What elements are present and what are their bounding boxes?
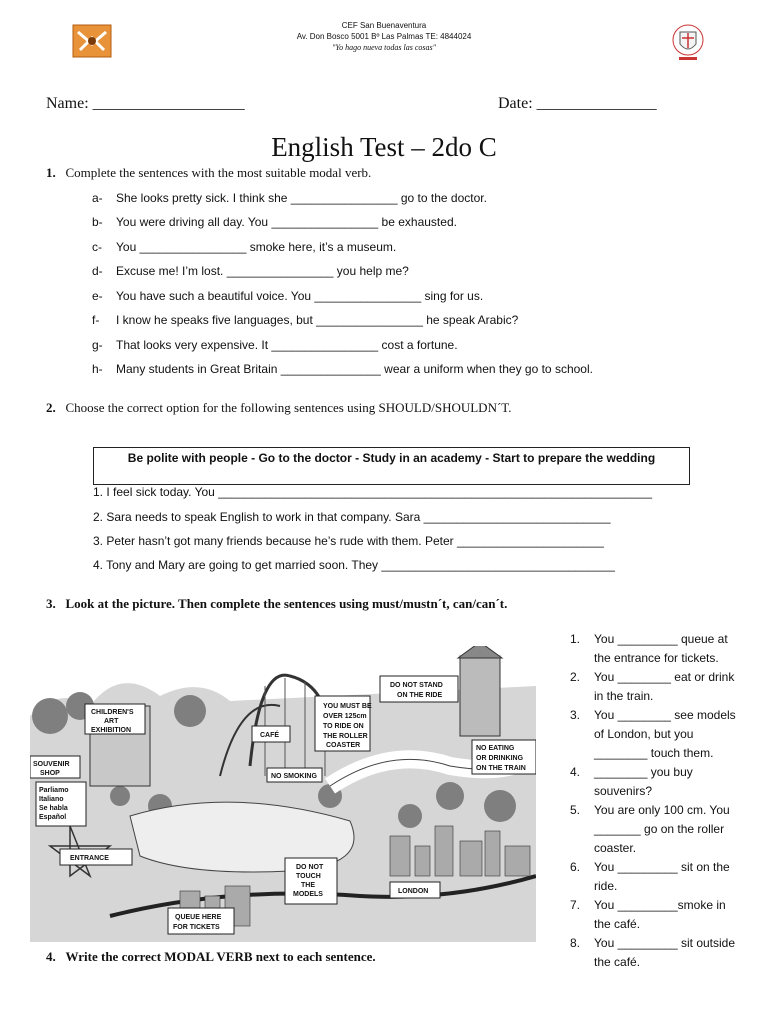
question-number: 3.: [46, 596, 56, 611]
q2-line[interactable]: 4. Tony and Mary are going to get married soon. They ___________________________________: [93, 558, 615, 572]
q1-item[interactable]: b- You were driving all day. You ________________ be exhausted.: [92, 215, 457, 229]
q1-item[interactable]: c- You ________________ smoke here, it’s a museum.: [92, 240, 397, 254]
q3-item[interactable]: 5. You are only 100 cm. You _______ go on the roller coaster.: [570, 803, 730, 855]
svg-text:THE: THE: [301, 882, 315, 889]
svg-text:Español: Español: [39, 814, 67, 821]
theme-park-illustration: [30, 646, 536, 942]
svg-text:SHOP: SHOP: [40, 770, 60, 777]
options-box: [93, 447, 690, 485]
question-text: Complete the sentences with the most suitable modal verb.: [65, 165, 372, 180]
question-3-heading: [46, 596, 507, 612]
q1-item[interactable]: e- You have such a beautiful voice. You ________________ sing for us.: [92, 289, 484, 303]
q3-item[interactable]: 6. You _________ sit on the ride.: [570, 860, 730, 893]
svg-text:COASTER: COASTER: [326, 742, 361, 749]
svg-text:OVER 125cm: OVER 125cm: [323, 713, 367, 720]
svg-text:NO SMOKING: NO SMOKING: [271, 773, 317, 780]
svg-text:Se habla: Se habla: [39, 805, 68, 812]
svg-text:TO RIDE ON: TO RIDE ON: [323, 723, 364, 730]
svg-text:NO EATING: NO EATING: [476, 745, 515, 752]
question-number: 1.: [46, 165, 56, 180]
svg-text:OR DRINKING: OR DRINKING: [476, 755, 524, 762]
question-text: Choose the correct option for the following sentences using SHOULD/SHOULDN´T.: [65, 400, 512, 415]
svg-text:ON THE RIDE: ON THE RIDE: [397, 692, 443, 699]
svg-text:LONDON: LONDON: [398, 888, 429, 895]
date-field[interactable]: Date: _______________: [498, 95, 657, 112]
q1-item[interactable]: a- She looks pretty sick. I think she ________________ go to the doctor.: [92, 191, 487, 205]
q1-item[interactable]: d- Excuse me! I’m lost. ________________ you help me?: [92, 264, 409, 278]
q3-item[interactable]: 8. You _________ sit outside the café.: [570, 936, 736, 969]
q3-item[interactable]: 3. You ________ see models of London, but you ________ touch them.: [570, 708, 736, 760]
q1-item[interactable]: f- I know he speaks five languages, but ________________ he speak Arabic?: [92, 313, 519, 327]
question-text: Write the correct MODAL VERB next to each sentence.: [65, 949, 376, 964]
svg-text:QUEUE HERE: QUEUE HERE: [175, 914, 222, 921]
svg-text:ENTRANCE: ENTRANCE: [70, 855, 109, 862]
question-number: 4.: [46, 949, 56, 964]
svg-text:SOUVENIR: SOUVENIR: [33, 761, 70, 768]
question-text: Look at the picture. Then complete the sentences using must/mustn´t, can/can´t.: [65, 596, 508, 611]
svg-text:Italiano: Italiano: [39, 796, 64, 803]
q3-item[interactable]: 2. You ________ eat or drink in the train.: [570, 670, 735, 703]
q2-line[interactable]: 1. I feel sick today. You _________________________________________________________________: [93, 485, 652, 499]
q3-item[interactable]: 7. You _________smoke in the café.: [570, 898, 726, 931]
svg-text:YOU MUST BE: YOU MUST BE: [323, 703, 372, 710]
school-motto: "Yo hago nueva todas las cosas": [332, 43, 436, 52]
question-1-heading: [46, 165, 371, 181]
svg-text:MODELS: MODELS: [293, 891, 323, 898]
page-title: English Test – 2do C: [271, 132, 497, 162]
q1-item[interactable]: h- Many students in Great Britain _______________ wear a uniform when they go to school.: [92, 362, 593, 376]
svg-text:Parliamo: Parliamo: [39, 787, 69, 794]
q3-item[interactable]: 1. You _________ queue at the entrance for tickets.: [570, 632, 728, 665]
svg-text:ART: ART: [104, 718, 119, 725]
svg-text:DO NOT: DO NOT: [296, 864, 324, 871]
question-4-heading: [46, 949, 376, 965]
question-2-heading: [46, 400, 512, 416]
q3-item[interactable]: 4. ________ you buy souvenirs?: [570, 765, 693, 798]
svg-text:EXHIBITION: EXHIBITION: [91, 727, 132, 734]
svg-text:DO NOT STAND: DO NOT STAND: [390, 682, 443, 689]
svg-text:TOUCH: TOUCH: [296, 873, 321, 880]
school-name: CEF San Buenaventura: [341, 21, 427, 30]
q3-sentences: [570, 630, 768, 972]
svg-text:FOR TICKETS: FOR TICKETS: [173, 924, 220, 931]
q2-line[interactable]: 3. Peter hasn’t got many friends because he’s rude with them. Peter ______________________: [93, 534, 604, 548]
svg-text:CAFÉ: CAFÉ: [260, 732, 280, 739]
q1-item[interactable]: g- That looks very expensive. It ________________ cost a fortune.: [92, 338, 458, 352]
svg-text:CHILDREN'S: CHILDREN'S: [91, 709, 134, 716]
name-field[interactable]: Name: ___________________: [46, 95, 245, 112]
school-address: Av. Don Bosco 5001 Bº Las Palmas TE: 4844024: [296, 32, 472, 41]
svg-text:ON THE TRAIN: ON THE TRAIN: [476, 765, 526, 772]
options-text: Be polite with people - Go to the doctor - Study in an academy - Start to prepare the wedding: [127, 451, 656, 465]
question-number: 2.: [46, 400, 56, 415]
svg-text:THE ROLLER: THE ROLLER: [323, 733, 368, 740]
q2-line[interactable]: 2. Sara needs to speak English to work in that company. Sara ____________________________: [93, 510, 611, 524]
